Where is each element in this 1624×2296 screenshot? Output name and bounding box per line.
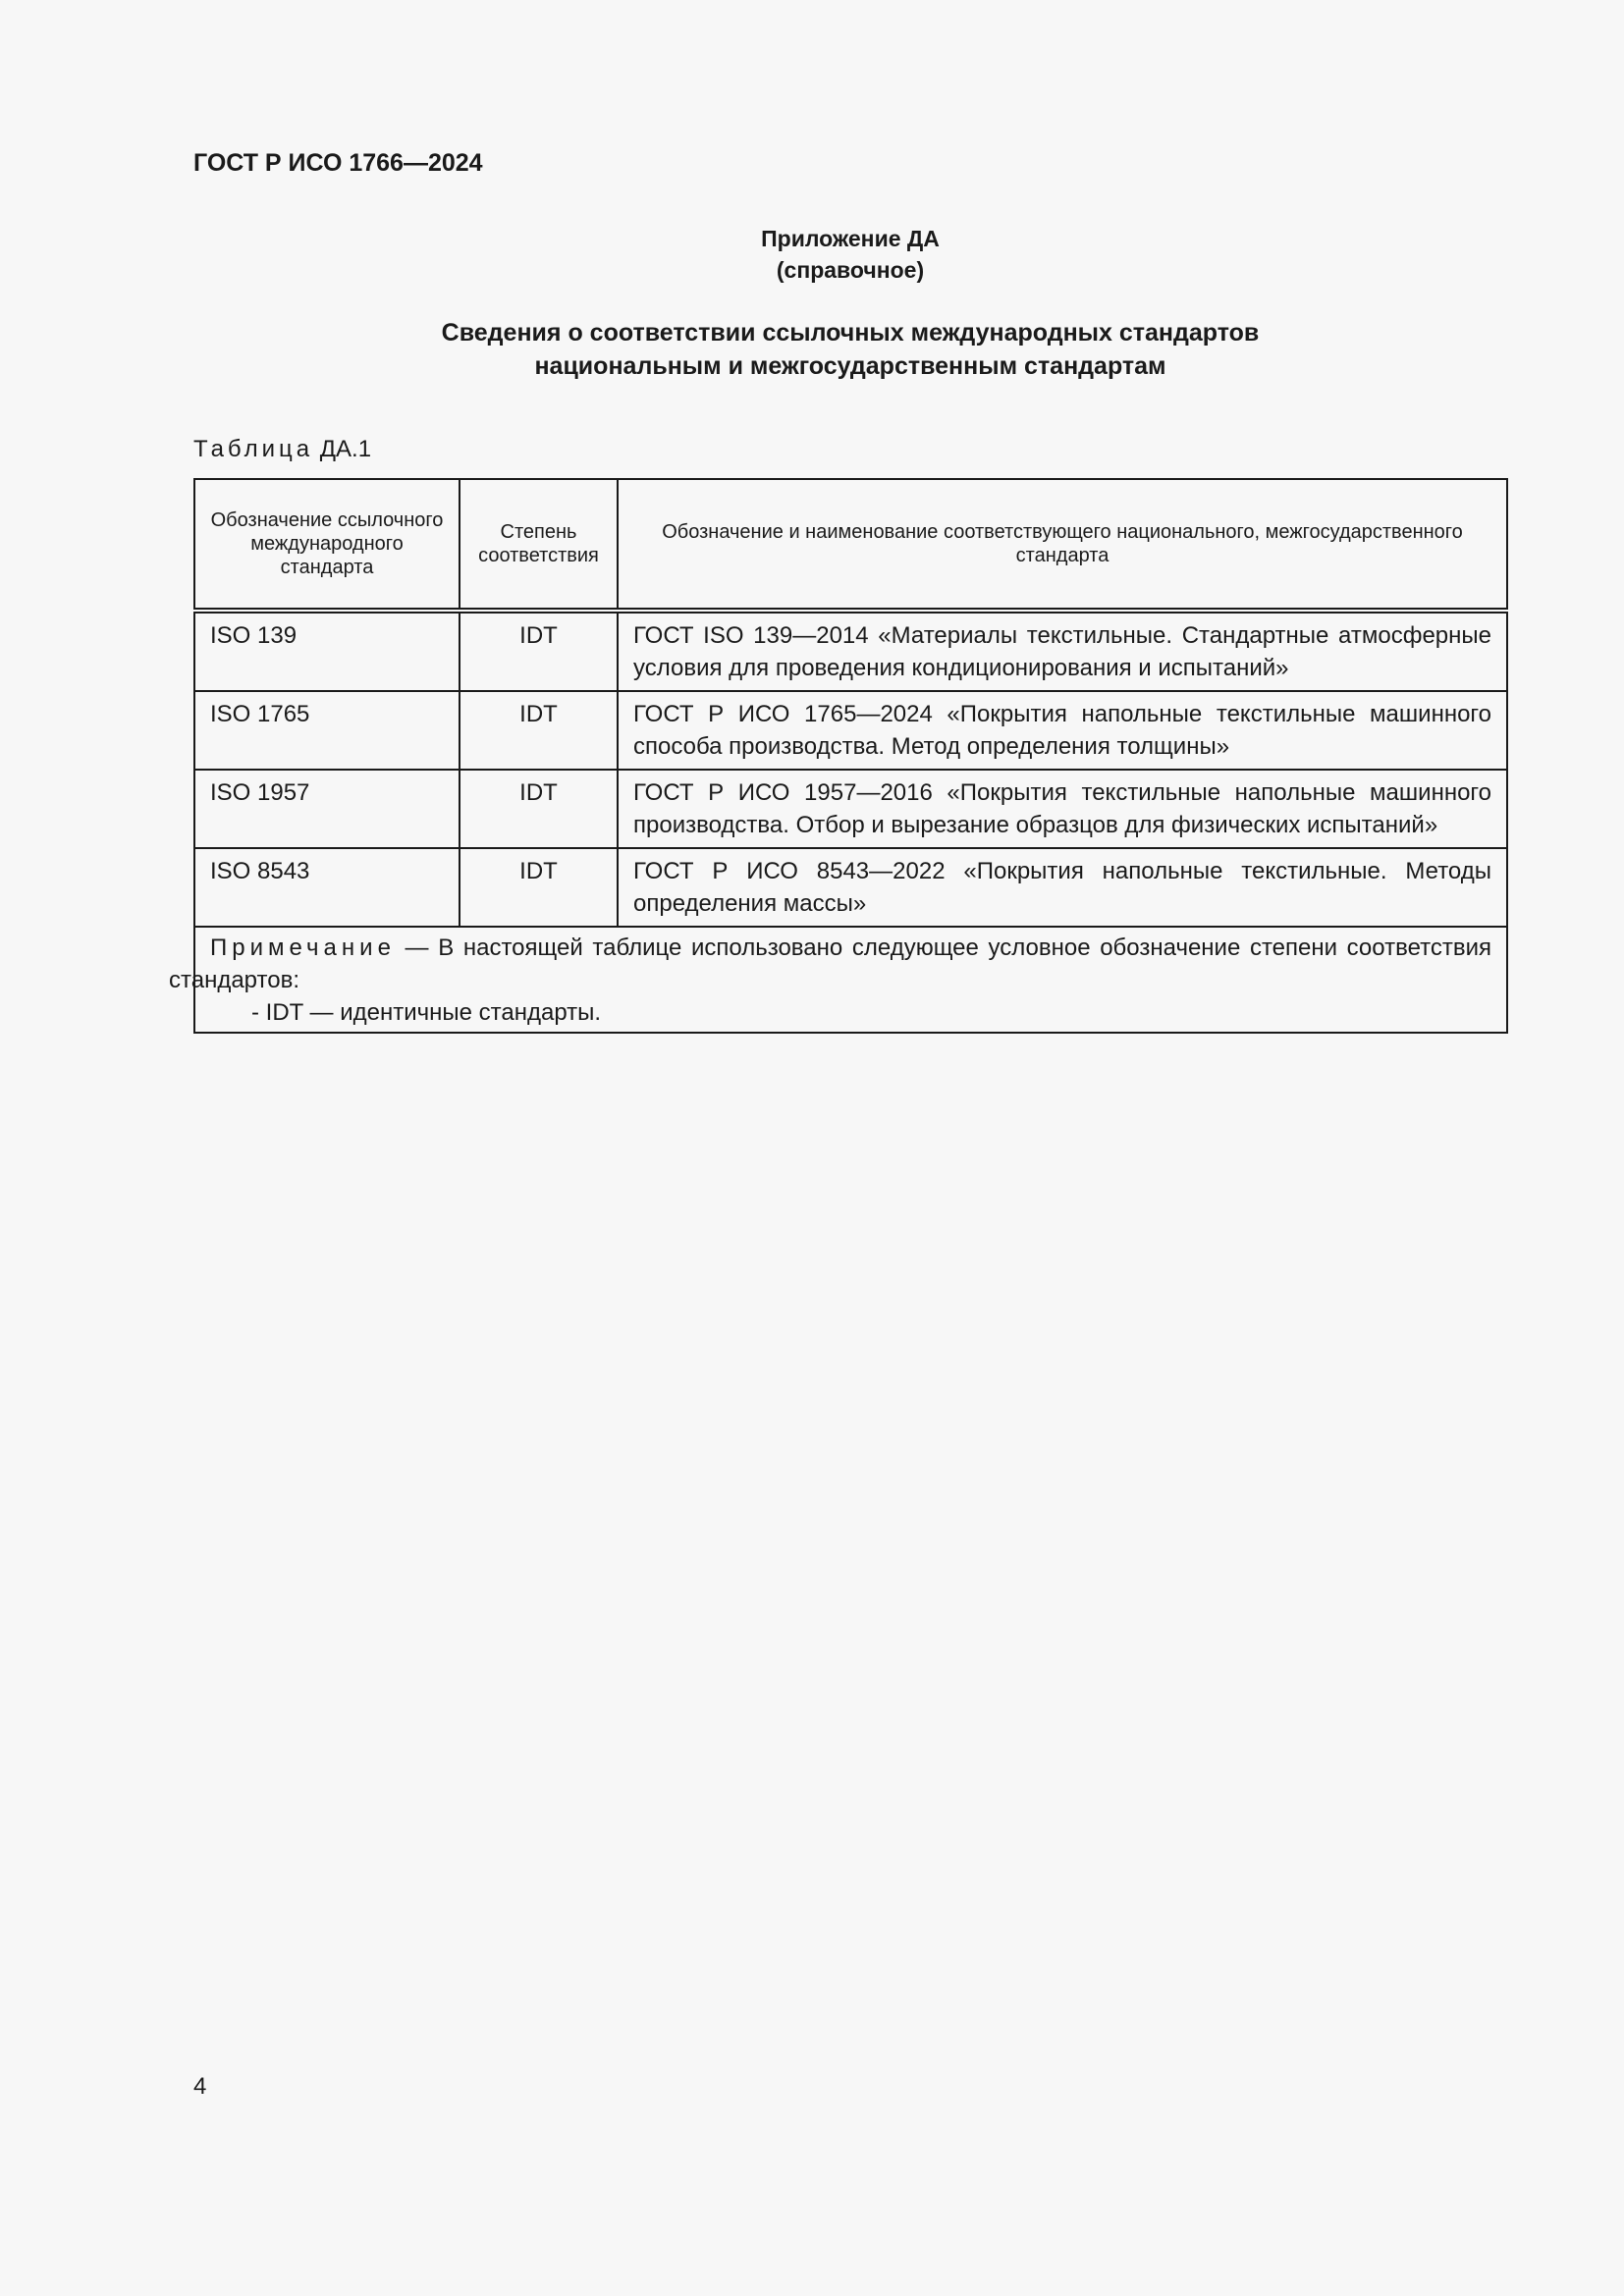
table-header-row (194, 479, 1507, 611)
annex-title: Приложение ДА (761, 226, 940, 251)
note-text: — В настоящей таблице использовано следующее условное обозначение степени соответствия стандартов: (169, 934, 1491, 993)
table-row (194, 611, 1507, 691)
annex-type: (справочное) (776, 257, 925, 283)
table-row (194, 770, 1507, 848)
cell-national: ГОСТ Р ИСО 8543—2022 «Покрытия напольные текстильные. Методы определения массы» (618, 848, 1507, 927)
table-note-row (194, 927, 1507, 1033)
cell-ref: ISO 139 (194, 611, 460, 691)
table-row (194, 848, 1507, 927)
table-caption (193, 436, 371, 463)
cell-ref: ISO 1765 (194, 691, 460, 770)
cell-national: ГОСТ ISO 139—2014 «Материалы текстильные. Стандартные атмосферные условия для проведения кондиционирования и испытаний» (618, 611, 1507, 691)
header-national-standard: Обозначение и наименование соответствующего национального, межгосударственного стандарта (618, 479, 1507, 611)
note-label: Примечание (210, 934, 396, 961)
document-code: ГОСТ Р ИСО 1766—2024 (193, 149, 483, 177)
cell-national: ГОСТ Р ИСО 1957—2016 «Покрытия текстильные напольные машинного производства. Отбор и вырезание образцов для физических испытаний» (618, 770, 1507, 848)
cell-national: ГОСТ Р ИСО 1765—2024 «Покрытия напольные текстильные машинного способа производства. Метод определения толщины» (618, 691, 1507, 770)
table-row (194, 691, 1507, 770)
cell-ref: ISO 1957 (194, 770, 460, 848)
cell-degree: IDT (460, 770, 618, 848)
cell-ref: ISO 8543 (194, 848, 460, 927)
cell-degree: IDT (460, 611, 618, 691)
annex-heading-line2: национальным и межгосударственным стандартам (534, 352, 1166, 380)
table-caption-word: Таблица (193, 436, 314, 462)
correspondence-table (169, 478, 1508, 1034)
header-degree: Степень соответствия (460, 479, 618, 611)
cell-degree: IDT (460, 691, 618, 770)
page-number: 4 (193, 2073, 207, 2100)
cell-degree: IDT (460, 848, 618, 927)
table-note (169, 927, 1507, 1033)
header-ref-standard: Обозначение ссылочного международного стандарта (194, 479, 460, 611)
annex-heading-line1: Сведения о соответствии ссылочных международных стандартов (441, 319, 1260, 347)
table-caption-number: ДА.1 (319, 436, 372, 462)
note-item: - IDT — идентичные стандарты. (251, 999, 602, 1026)
